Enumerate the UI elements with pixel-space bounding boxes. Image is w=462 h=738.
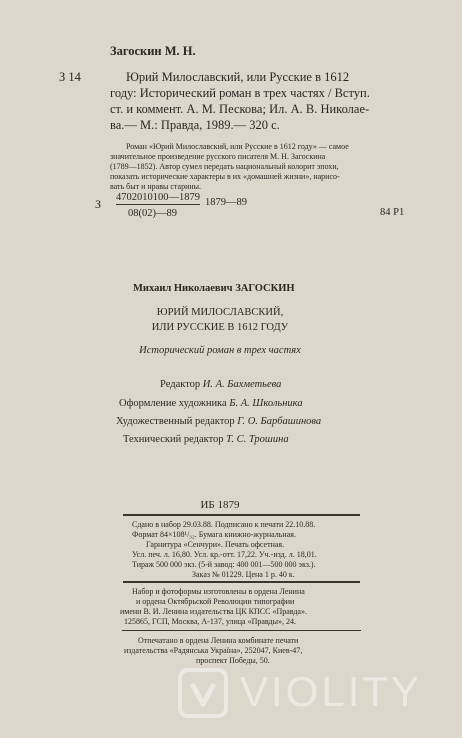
divider <box>123 581 360 583</box>
violity-watermark <box>176 664 440 724</box>
author-heading: Загоскин М. Н. <box>110 44 196 58</box>
ib-number: ИБ 1879 <box>200 499 240 511</box>
credit-role: Технический редактор <box>123 434 224 445</box>
biblio-line: Юрий Милославский, или Русские в 1612 <box>126 70 350 84</box>
violity-logo-icon <box>176 664 232 724</box>
printing-line: Набор и фотоформы изготовлены в ордена Ленина <box>132 587 305 596</box>
credit-role: Оформление художника <box>119 398 227 409</box>
credit-line <box>119 398 303 409</box>
imprint-line: Гарнитура «Сенчури». Печать офсетная. <box>146 540 285 549</box>
book-title-line: ЮРИЙ МИЛОСЛАВСКИЙ, <box>156 307 284 318</box>
bbk-code: 84 Р1 <box>380 207 405 218</box>
credit-line <box>116 416 321 427</box>
credit-name: Т. С. Трошина <box>226 434 289 445</box>
class-code-top: 4702010100—1879 <box>116 192 200 203</box>
biblio-line: ва.— М.: Правда, 1989.— 320 с. <box>110 118 280 132</box>
credit-name: И. А. Бахметьева <box>202 379 282 390</box>
annotation-line: (1789—1852). Автор сумел передать национальный колорит эпохи, <box>110 162 339 171</box>
annotation-line: показать исторические характеры в их «домашней жизни», нарисо- <box>110 172 340 181</box>
imprint-line: Сдано в набор 29.03.88. Подписано к печати 22.10.88. <box>132 520 316 529</box>
class-letter: З <box>95 197 102 211</box>
printing-line: имени В. И. Ленина издательства ЦК КПСС «Правда». <box>120 607 307 616</box>
imprint-line: Формат 84×108¹/₃₂. Бумага книжно-журнальная. <box>132 530 296 539</box>
author-full-name: Михаил Николаевич ЗАГОСКИН <box>133 283 295 294</box>
credit-role: Художественный редактор <box>116 416 235 427</box>
credit-line <box>160 379 281 390</box>
divider <box>123 514 360 516</box>
imprint-line: Заказ № 01229. Цена 1 р. 40 к. <box>192 570 295 579</box>
imprint-line: Тираж 500 000 экз. (5-й завод: 400 001—500 000 экз.). <box>132 560 316 569</box>
book-subtitle: Исторический роман в трех частях <box>139 345 301 356</box>
credit-line <box>123 434 289 445</box>
annotation-line: вать быт и нравы старины. <box>110 182 201 191</box>
printed-at-line: Отпечатано в ордена Ленина комбинате печати <box>138 636 299 645</box>
watermark-text: VIOLITY <box>240 668 423 715</box>
printing-line: 125865, ГСП, Москва, А-137, улица «Правды», 24. <box>124 617 296 626</box>
credit-name: Б. А. Школьника <box>229 398 303 409</box>
annotation-line: значительное произведение русского писателя М. Н. Загоскина <box>110 152 326 161</box>
printed-at-line: проспект Победы, 50. <box>196 656 270 665</box>
annotation-line: Роман «Юрий Милославский, или Русские в 1612 году» — самое <box>126 142 349 151</box>
book-title-line: ИЛИ РУССКИЕ В 1612 ГОДУ <box>151 322 289 333</box>
printed-at-line: издательства «Радянська Україна», 252047, Киев-47, <box>124 646 303 655</box>
imprint-line: Усл. печ. л. 16,80. Усл. кр.-отт. 17,22. Уч.-изд. л. 18,01. <box>132 550 317 559</box>
biblio-line: году: Исторический роман в трех частях / Вступ. <box>110 86 370 100</box>
divider <box>122 630 361 632</box>
credit-name: Г. О. Барбашинова <box>237 416 322 427</box>
class-code-bottom: 08(02)—89 <box>128 208 177 219</box>
printing-line: и ордена Октябрьской Революции типографии <box>136 597 295 606</box>
shelf-code: З 14 <box>59 70 81 84</box>
credit-role: Редактор <box>160 379 201 390</box>
class-code-mid: 1879—89 <box>205 197 247 208</box>
biblio-line: ст. и коммент. А. М. Пескова; Ил. А. В. Николае- <box>110 102 370 116</box>
